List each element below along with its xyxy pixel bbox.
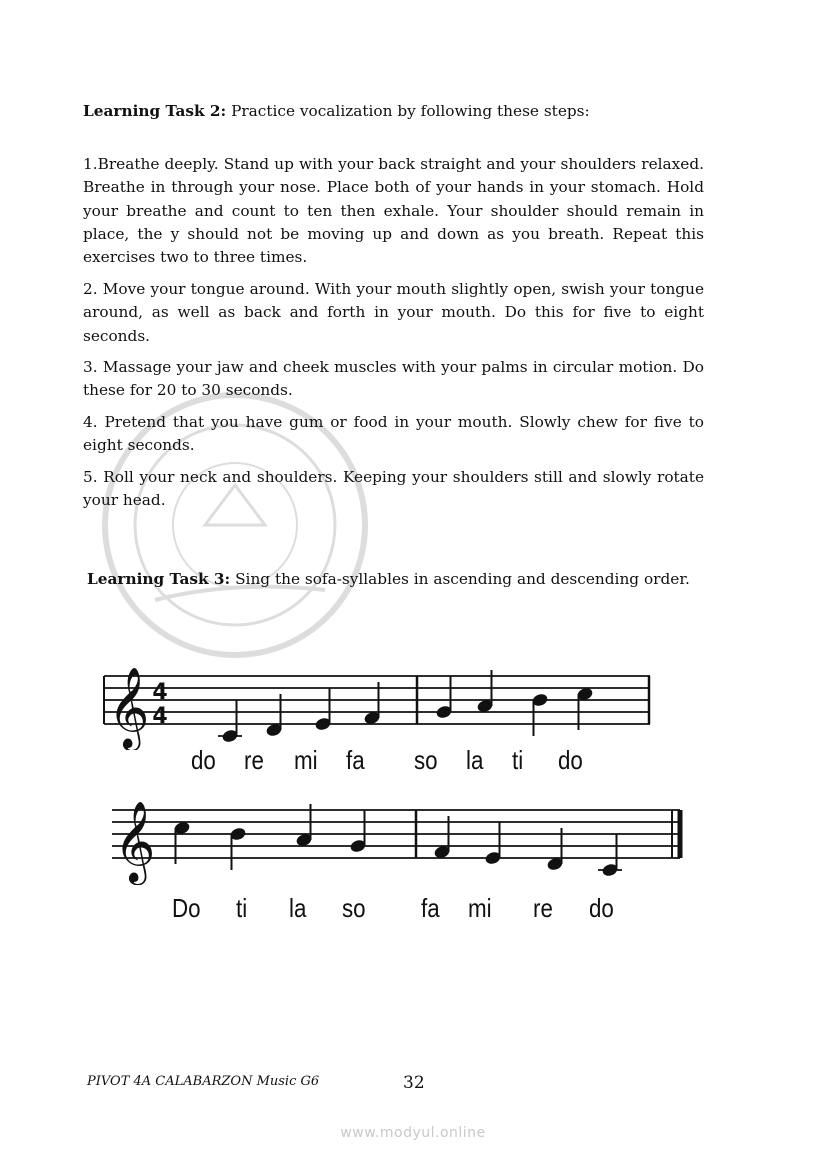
descending-notes xyxy=(173,804,622,878)
step-1: 1.Breathe deeply. Stand up with your back straight and your shoulders relaxed. Breathe in through your nose. Place both of your hands in your stomach. Hold your breathe and count to ten then exhale. Your shoulder should remain in place, the y should not be moving up and down as you breath. Repeat this exercises two to three times. xyxy=(83,155,704,267)
syllable: re xyxy=(244,745,264,775)
step-5: 5. Roll your neck and shoulders. Keeping your shoulders still and slowly rotate your head. xyxy=(83,468,704,510)
syllable: fa xyxy=(346,745,365,775)
ascending-notes xyxy=(218,670,594,744)
syllable: do xyxy=(558,745,583,775)
task2-intro: Practice vocalization by following these steps: xyxy=(231,102,590,120)
note-so xyxy=(435,676,453,720)
syllable: so xyxy=(414,745,438,775)
step-4: 4. Pretend that you have gum or food in your mouth. Slowly chew for five to eight seconds. xyxy=(83,413,704,455)
step-2: 2. Move your tongue around. With your mouth slightly open, swish your tongue around, as well as back and forth in your mouth. Do this for five to eight seconds. xyxy=(83,280,704,345)
time-signature-bottom: 4 xyxy=(152,704,168,729)
syllable: la xyxy=(466,745,484,775)
note-do xyxy=(598,834,622,878)
task2-heading xyxy=(83,100,704,123)
task3-title: Learning Task 3: xyxy=(87,570,231,588)
step-3: 3. Massage your jaw and cheek muscles with your palms in circular motion. Do these for 20 to 30 seconds. xyxy=(83,358,704,400)
note-ti xyxy=(531,692,549,736)
website-watermark: www.modyul.online xyxy=(340,1125,486,1141)
task3-intro: Sing the sofa-syllables in ascending and descending order. xyxy=(235,570,690,588)
syllable: do xyxy=(191,745,216,775)
syllable: so xyxy=(342,893,366,923)
page-number: 32 xyxy=(403,1073,425,1093)
syllable: mi xyxy=(294,745,318,775)
note-mi xyxy=(484,822,502,866)
footer-source: PIVOT 4A CALABARZON Music G6 xyxy=(87,1074,320,1089)
syllable: ti xyxy=(236,893,248,923)
descending-staff xyxy=(80,790,720,885)
syllable: ti xyxy=(512,745,524,775)
syllable: do xyxy=(589,893,614,923)
note-mi xyxy=(314,688,332,732)
syllable: fa xyxy=(421,893,440,923)
syllable: mi xyxy=(468,893,492,923)
task2-title: Learning Task 2: xyxy=(83,102,227,120)
time-signature-top: 4 xyxy=(152,680,168,705)
ascending-staff xyxy=(80,655,720,750)
treble-clef-icon: 𝄞 xyxy=(108,666,150,748)
staff-lines xyxy=(112,810,680,858)
syllable: Do xyxy=(172,893,201,923)
task3-heading xyxy=(87,568,693,591)
treble-clef-icon: 𝄞 xyxy=(114,800,156,882)
syllable: la xyxy=(289,893,307,923)
note-so xyxy=(349,810,367,854)
note-ti xyxy=(229,826,247,870)
syllable: re xyxy=(533,893,553,923)
note-do xyxy=(218,700,242,744)
